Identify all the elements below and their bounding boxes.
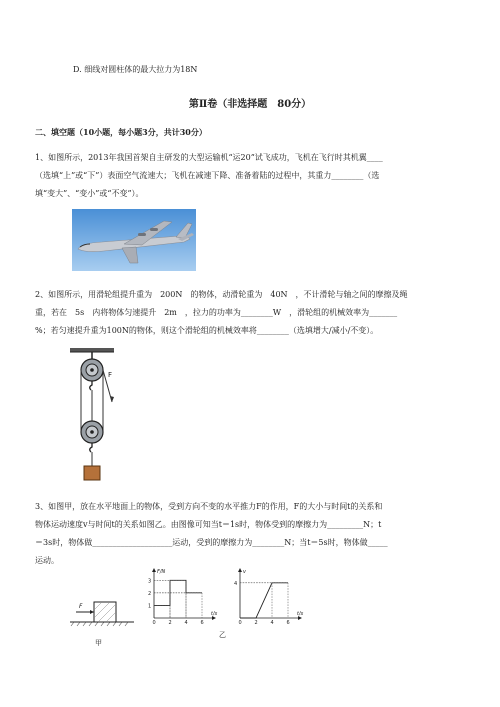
force-time-chart <box>140 568 220 628</box>
ft-x-tick: 4 <box>184 620 188 626</box>
force-label: F <box>108 371 113 379</box>
ft-x-tick: 2 <box>168 620 172 626</box>
ft-y-tick: 2 <box>148 590 152 597</box>
pulley-diagram <box>66 346 136 486</box>
q3-line-2: 物体运动速度v与时间t的关系如图乙。由图像可知当t＝1s时，物体受到的摩擦力为_________N；t <box>35 520 382 529</box>
q1-line-3: 填“变大”、“变小”或“不变”）。 <box>35 189 144 198</box>
vt-x-tick: 2 <box>254 620 258 626</box>
q2-line-3: %；若匀速提升重为100N的物体，则这个滑轮组的机械效率将________（选填增大/减小/不变）。 <box>35 326 379 335</box>
section-title: 第Ⅱ卷（非选择题 80分） <box>188 99 312 110</box>
vt-x-tick: 0 <box>238 620 242 626</box>
ft-y-label: F/N <box>157 569 166 575</box>
vt-x-tick: 4 <box>270 620 274 626</box>
ft-x-label: t/s <box>211 611 218 617</box>
ft-y-arrow <box>152 568 156 572</box>
fill-in-heading: 二、填空题（10小题，每小题3分，共计30分） <box>35 127 207 137</box>
vt-y-arrow <box>238 568 242 572</box>
ft-y-tick: 3 <box>148 578 152 585</box>
q1-line-2: （选填“上”或“下”）表面空气流速大；飞机在减速下降、准备着陆的过程中，其重力________（选 <box>35 171 380 180</box>
figure-jia-caption: 甲 <box>95 639 102 647</box>
option-d: D. 细线对圆柱体的最大拉力为18N <box>73 65 198 74</box>
figure-yi-caption: 乙 <box>219 631 226 639</box>
q1-line-1: 1、如图所示，2013年我国首架自主研发的大型运输机“运20”试飞成功，飞机在飞行时其机翼____ <box>35 153 383 162</box>
q3-line-3: ＝3s时，物体做____________________运动，受到的摩擦力为________N；当t＝5s时，物体做_____ <box>35 538 388 547</box>
q2-line-2: 重，若在 5s 内将物体匀速提升 2m ，拉力的功率为________W ，滑轮组的机械效率为_______ <box>35 308 398 317</box>
q3-line-1: 3、如图甲，放在水平地面上的物体，受到方向不变的水平推力F的作用，F的大小与时间t的关系和 <box>35 502 383 511</box>
ft-x-tick: 0 <box>152 620 156 626</box>
push-force-label: F <box>79 603 83 610</box>
velocity-time-chart <box>226 568 306 628</box>
q3-line-4: 运动。 <box>35 556 59 565</box>
vt-y-label: v <box>243 569 246 575</box>
ft-x-tick: 6 <box>200 620 204 626</box>
ft-y-tick: 1 <box>148 603 152 610</box>
vt-series-line <box>240 583 288 618</box>
vt-x-label: t/s <box>297 611 304 617</box>
vt-x-tick: 6 <box>286 620 290 626</box>
vt-y-tick: 4 <box>234 580 238 587</box>
q2-line-1: 2、如图所示，用滑轮组提升重为 200N 的物体，动滑轮重为 40N ，不计滑轮与轴之间的摩擦及绳 <box>35 290 408 299</box>
airplane-photo <box>72 209 196 271</box>
